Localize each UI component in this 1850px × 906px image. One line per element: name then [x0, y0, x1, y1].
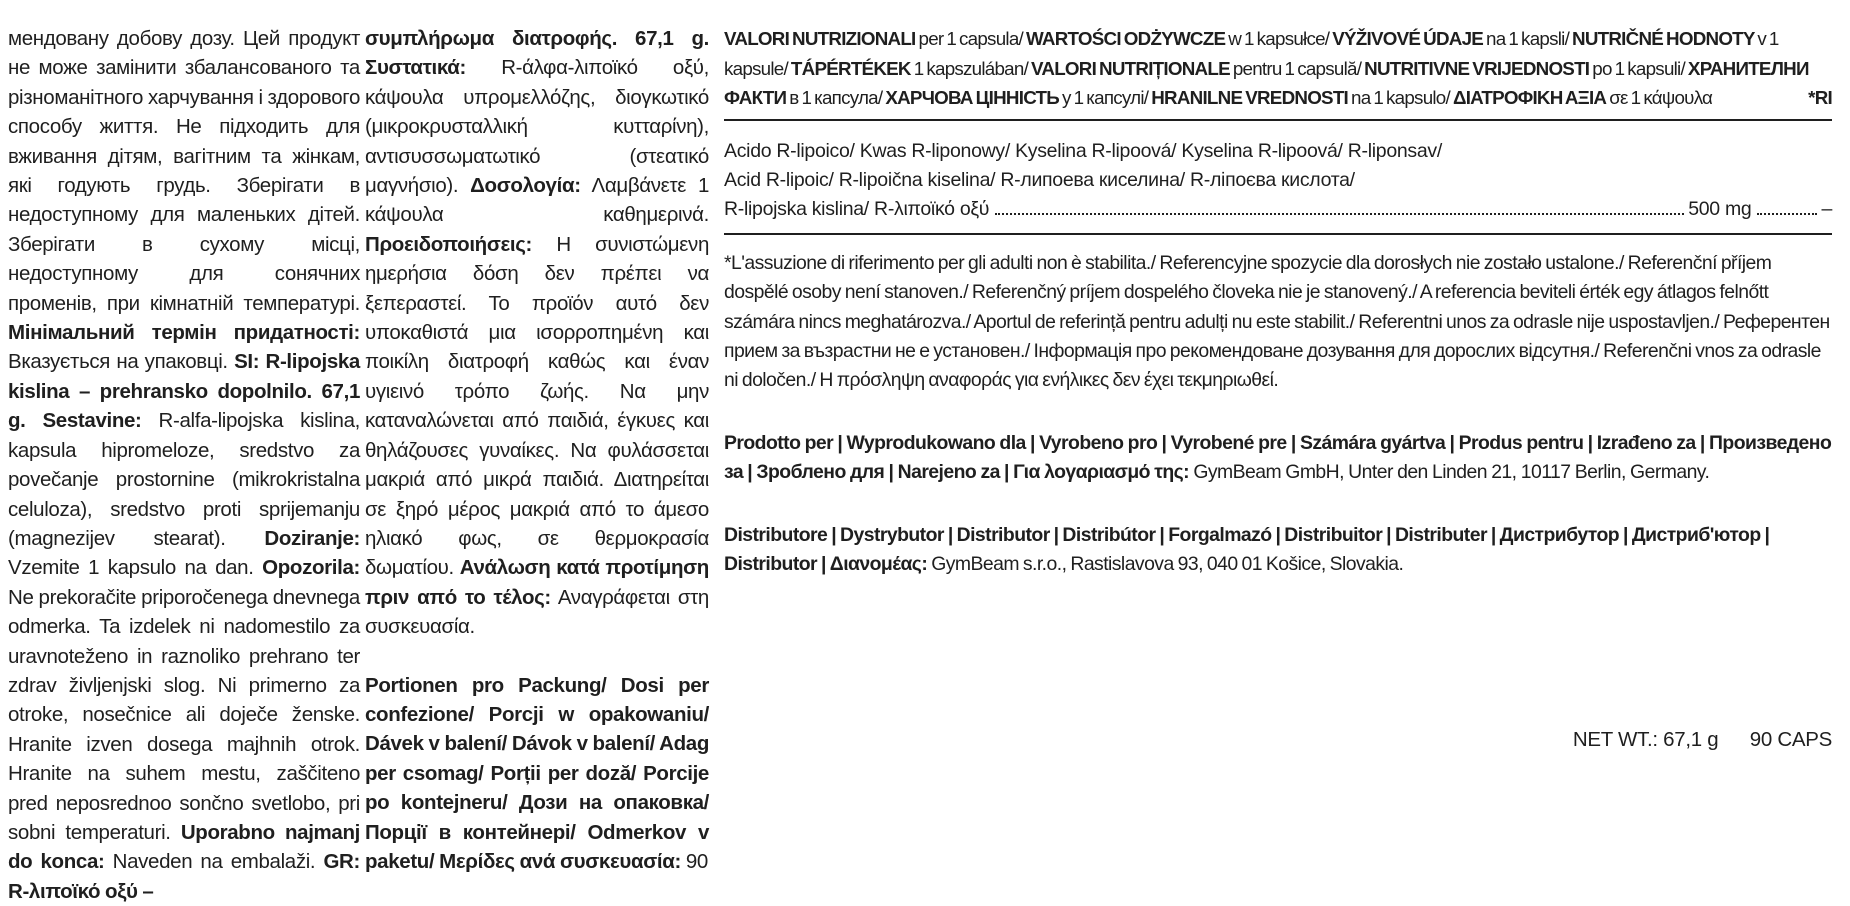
nutrition-header-sk: NUTRIČNÉ HODNOTY: [1572, 28, 1755, 49]
nutrition-table-header: [724, 24, 1832, 121]
ri-header: *RI: [1808, 87, 1832, 108]
text-column-3: [724, 24, 1832, 579]
nutrition-header-gr-unit: σε 1 κάψουλα: [1609, 87, 1713, 108]
nutrition-header-gr: ΔΙΑΤΡΟΦΙΚΗ ΑΞΙΑ: [1452, 87, 1607, 108]
ingredient-name-line-3: R-lipojska kislina/ R-λιποϊκό οξύ: [724, 198, 990, 221]
si-intro-label: SI: R-lipojska kislina – prehransko dopolnilo. 67,1 g. Sestavine:: [8, 350, 360, 433]
nutrition-header-bg-unit: в 1 капсула/: [789, 87, 883, 108]
nutrition-header-pl: WARTOŚCI ODŻYWCZE: [1025, 28, 1226, 49]
nutrition-header-hu: TÁPÉRTÉKEK: [790, 57, 911, 79]
nutrition-header-bg: ХРАНИТЕЛНИ ФАКТИ: [724, 57, 1809, 108]
producer-address: GymBeam GmbH, Unter den Linden 21, 10117 Berlin, Germany.: [1193, 461, 1710, 484]
nutrition-header-ro: VALORI NUTRIȚIONALE: [1031, 57, 1230, 79]
ingredient-name-line-2: Acid R-lipoic/ R-lipoična kiselina/ R-липоева киселина/ R-ліпоєва кислота/: [724, 168, 1355, 191]
si-best-before-text: Naveden na embalaži.: [112, 850, 316, 874]
capsule-count: 90 CAPS: [1749, 728, 1832, 751]
gr-best-before-text: Αναγράφεται στη συσκευασία.: [365, 585, 709, 639]
producer-info: [724, 429, 1832, 488]
producer-label: Prodotto per | Wyprodukowano dla | Vyrobeno pro | Vyrobené pre | Számára gyártva | Produs pentru | Izrađeno za | Произведено за | Зроблено для | Narejeno za | Για λογαριασμό της:: [724, 431, 1832, 484]
nutrition-header-sk-unit: v 1 kapsule/: [724, 28, 1779, 79]
si-dose-text: Vzemite 1 kapsulo na dan.: [8, 556, 254, 580]
nutrition-header-ua-unit: у 1 капсулі/: [1061, 87, 1149, 108]
nutrition-header-hr-unit: po 1 kapsuli/: [1592, 57, 1685, 79]
nutrition-header-it: VALORI NUTRIZIONALI: [724, 28, 916, 49]
text-column-2: [365, 24, 709, 876]
nutrition-header-hr: NUTRITIVNE VRIJEDNOSTI: [1364, 57, 1590, 79]
nutrition-header-pl-unit: w 1 kapsułce/: [1228, 28, 1330, 49]
si-dose-label: Doziranje:: [264, 526, 360, 550]
gr-best-before-label: Ανάλωση κατά προτίμηση πριν από το τέλος:: [365, 556, 709, 609]
dot-leader-ri: [1757, 213, 1817, 215]
nutrition-header-cz: VÝŽIVOVÉ ÚDAJE: [1332, 28, 1484, 49]
uk-best-before-text: Вказується на упаковці.: [8, 350, 228, 374]
portions-section: [365, 671, 709, 877]
si-ingredients: R-alfa-lipojska kislina, kapsula hipromeloze, sredstvo za povečanje prostornine (mikrokristalna celuloza), sredstvo proti sprijemanju (magnezijev stearat).: [8, 409, 360, 550]
gr-dose-text: Λαμβάνετε 1 κάψουλα καθημερινά.: [365, 174, 709, 227]
uk-text: мендовану добову дозу. Цей продукт не може замінити збалансованого та різноманітного харчування і здорового способу життя. Не підходить для вживання дітям, вагітним та жінкам, які годують грудь. Зберігати в недоступному для маленьких дітей. Зберігати в сухому місці, недоступному для сонячних променів, при кімнатній температурі.: [8, 27, 360, 315]
nutrition-header-it-unit: per 1 capsula/: [918, 28, 1023, 49]
gr-warning-label: Προειδοποιήσεις:: [365, 232, 533, 256]
nutrition-header-cz-unit: na 1 kapsli/: [1486, 28, 1570, 49]
nutrition-header-ro-unit: pentru 1 capsulă/: [1232, 57, 1362, 79]
gr-dose-label: Δοσολογία:: [470, 174, 581, 198]
distributor-label: Distributore | Dystrybutor | Distributor | Distribútor | Forgalmazó | Distribuitor | Distributer | Дистрибутор | Дистриб'ютор | Distributor | Διανομέας:: [724, 523, 1770, 575]
si-warning-label: Opozorila:: [262, 556, 360, 580]
distributor-info: [724, 521, 1832, 580]
reference-intake-note: *L'assuzione di riferimento per gli adulti non è stabilita./ Referencyjne spozycie dla dorosłych nie zostało ustalone./ Referenční příjem dospělé osoby není stanoven./ Referenčný príjem dospelého človeka nie je stanovený./ A referencia beviteli érték egy átlagos felnőtt számára nincs meghatározva./ Aportul de referință pentru adulți nu este stabilit./ Referentni unos za odrasle nije uspostavljen./ Референтен прием за възрастни не е установен./ Інформація про рекомендоване дозування для дорослих відсутня./ Referenčni vnos za odrasle ni določen./ Η πρόσληψη αναφοράς για ενήλικες δεν έχει τεκμηριωθεί.: [724, 251, 1830, 392]
gr-intro-label: GR: R-λιποϊκό οξύ –: [8, 850, 360, 903]
distributor-address: GymBeam s.r.o., Rastislavova 93, 040 01 Košice, Slovakia.: [931, 552, 1404, 575]
portions-value: 90: [685, 849, 708, 873]
ingredient-amount: 500 mg: [1688, 198, 1752, 221]
gr-ingredients: R-άλφα-λιποϊκό οξύ, κάψουλα υπρομελλόζης, διογκωτικό (μικροκρυσταλλική κυτταρίνη), αντισυσσωματωτικό (στεατικό μαγνήσιο).: [365, 56, 709, 198]
greek-section: [365, 24, 709, 642]
ingredient-name-line-1: Acido R-lipoico/ Kwas R-liponowy/ Kyselina R-lipoová/ Kyselina R-lipoová/ R-liponsav/: [724, 139, 1442, 162]
nutrition-header-si: HRANILNE VREDNOSTI: [1151, 87, 1349, 108]
nutrition-row: [724, 121, 1832, 235]
nutrition-header-ua: ХАРЧОВА ЦІННІСТЬ: [885, 87, 1060, 108]
gr-supplement-label: συμπλήρωμα διατροφής. 67,1 g. Συστατικά:: [365, 27, 709, 80]
nutrition-header-si-unit: na 1 kapsulo/: [1351, 87, 1450, 108]
net-weight: NET WT.: 67,1 g: [1572, 728, 1719, 751]
si-best-before-label: Uporabno najmanj do konca:: [8, 820, 361, 874]
portions-label: Portionen pro Packung/ Dosi per confezione/ Porcji w opakowaniu/ Dávek v balení/ Dávok v balení/ Adag per csomag/ Porții per doză/ Porcije po kontejneru/ Дози на опаковка/ Порції в контейнері/ Odmerkov v paketu/ Μερίδες ανά συσκευασία:: [365, 673, 709, 873]
net-weight-footer: [1573, 728, 1832, 752]
ingredient-ri-value: –: [1821, 198, 1832, 221]
dot-leader: [995, 213, 1684, 215]
uk-best-before-label: Мінімальний термін придатності:: [8, 321, 360, 345]
text-column-1: [8, 24, 360, 906]
si-warning-text: Ne prekoračite priporočenega dnevnega odmerka. Ta izdelek ni nadomestilo za uravnoteženo in raznoliko prehrano ter zdrav življenjski slog. Ni primerno za otroke, nosečnice ali doječe ženske. Hranite izven dosega majhnih otrok. Hranite na suhem mestu, zaščiteno pred neposrednoo sončno svetlobo, pri sobni temperaturi.: [8, 585, 360, 844]
gr-warning-text: Η συνιστώμενη ημερήσια δόση δεν πρέπει να ξεπεραστεί. Το προϊόν αυτό δεν υποκαθιστά μια ισορροπημένη και ποικίλη διατροφή καθώς και έναν υγιεινό τρόπο ζωής. Να μην καταναλώνεται από παιδιά, έγκυες και θηλάζουσες γυναίκες. Να φυλάσσεται μακριά από μικρά παιδιά. Διατηρείται σε ξηρό μέρος μακριά από το άμεσο ηλιακό φως, σε θερμοκρασία δωματίου.: [365, 232, 709, 580]
nutrition-header-hu-unit: 1 kapszulában/: [913, 57, 1029, 79]
ingredient-amount-line: [724, 195, 1832, 224]
